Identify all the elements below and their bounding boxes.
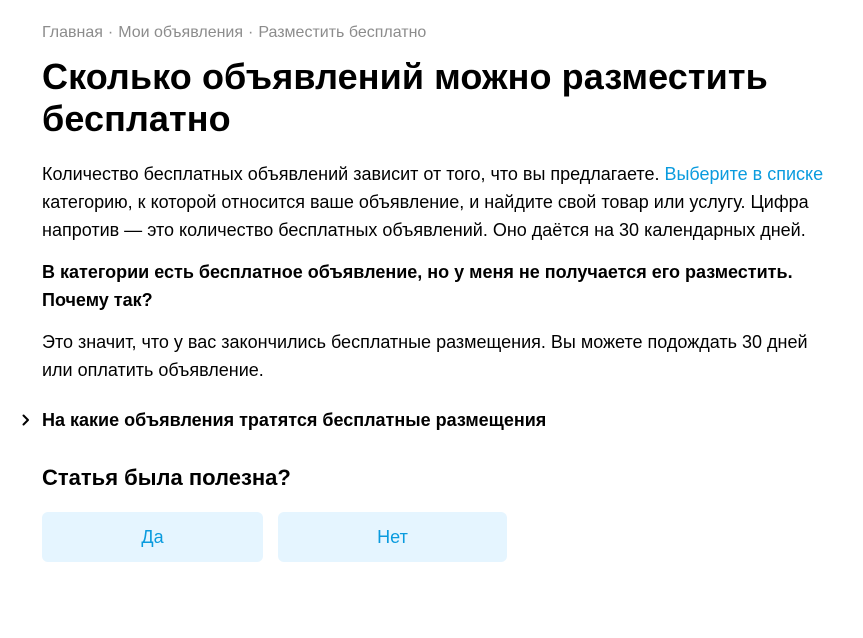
choose-in-list-link[interactable]: Выберите в списке (664, 164, 824, 184)
chevron-right-icon (20, 414, 32, 426)
breadcrumb-my-ads-link[interactable]: Мои объявления (118, 24, 244, 41)
breadcrumb-separator: · (248, 24, 254, 41)
intro-paragraph (42, 160, 832, 244)
page-title: Сколько объявлений можно разместить бесплатно (42, 56, 768, 139)
accordion-label: На какие объявления тратятся бесплатные размещения (42, 410, 547, 430)
breadcrumb-home-link[interactable]: Главная (42, 24, 103, 41)
intro-text-end: категорию, к которой относится ваше объявление, и найдите свой товар или услугу. Цифра напротив — это количество бесплатных объявлений. Оно даётся на 30 календарных дней. (42, 192, 809, 240)
breadcrumb-separator: · (107, 24, 114, 41)
breadcrumb-current-page-link[interactable]: Разместить бесплатно (258, 24, 427, 41)
feedback-no-button[interactable]: Нет (278, 512, 507, 562)
article-page (42, 22, 842, 562)
feedback-title: Статья была полезна? (42, 465, 291, 490)
accordion-free-placements[interactable] (42, 406, 842, 434)
faq-answer: Это значит, что у вас закончились бесплатные размещения. Вы можете подождать 30 дней или оплатить объявление. (42, 332, 808, 380)
feedback-buttons (42, 512, 842, 562)
intro-text-start: Количество бесплатных объявлений зависит от того, что вы предлагаете. (42, 164, 665, 184)
breadcrumb (42, 22, 842, 44)
faq-question: В категории есть бесплатное объявление, но у меня не получается его разместить. Почему так? (42, 262, 793, 310)
feedback-yes-button[interactable]: Да (42, 512, 263, 562)
